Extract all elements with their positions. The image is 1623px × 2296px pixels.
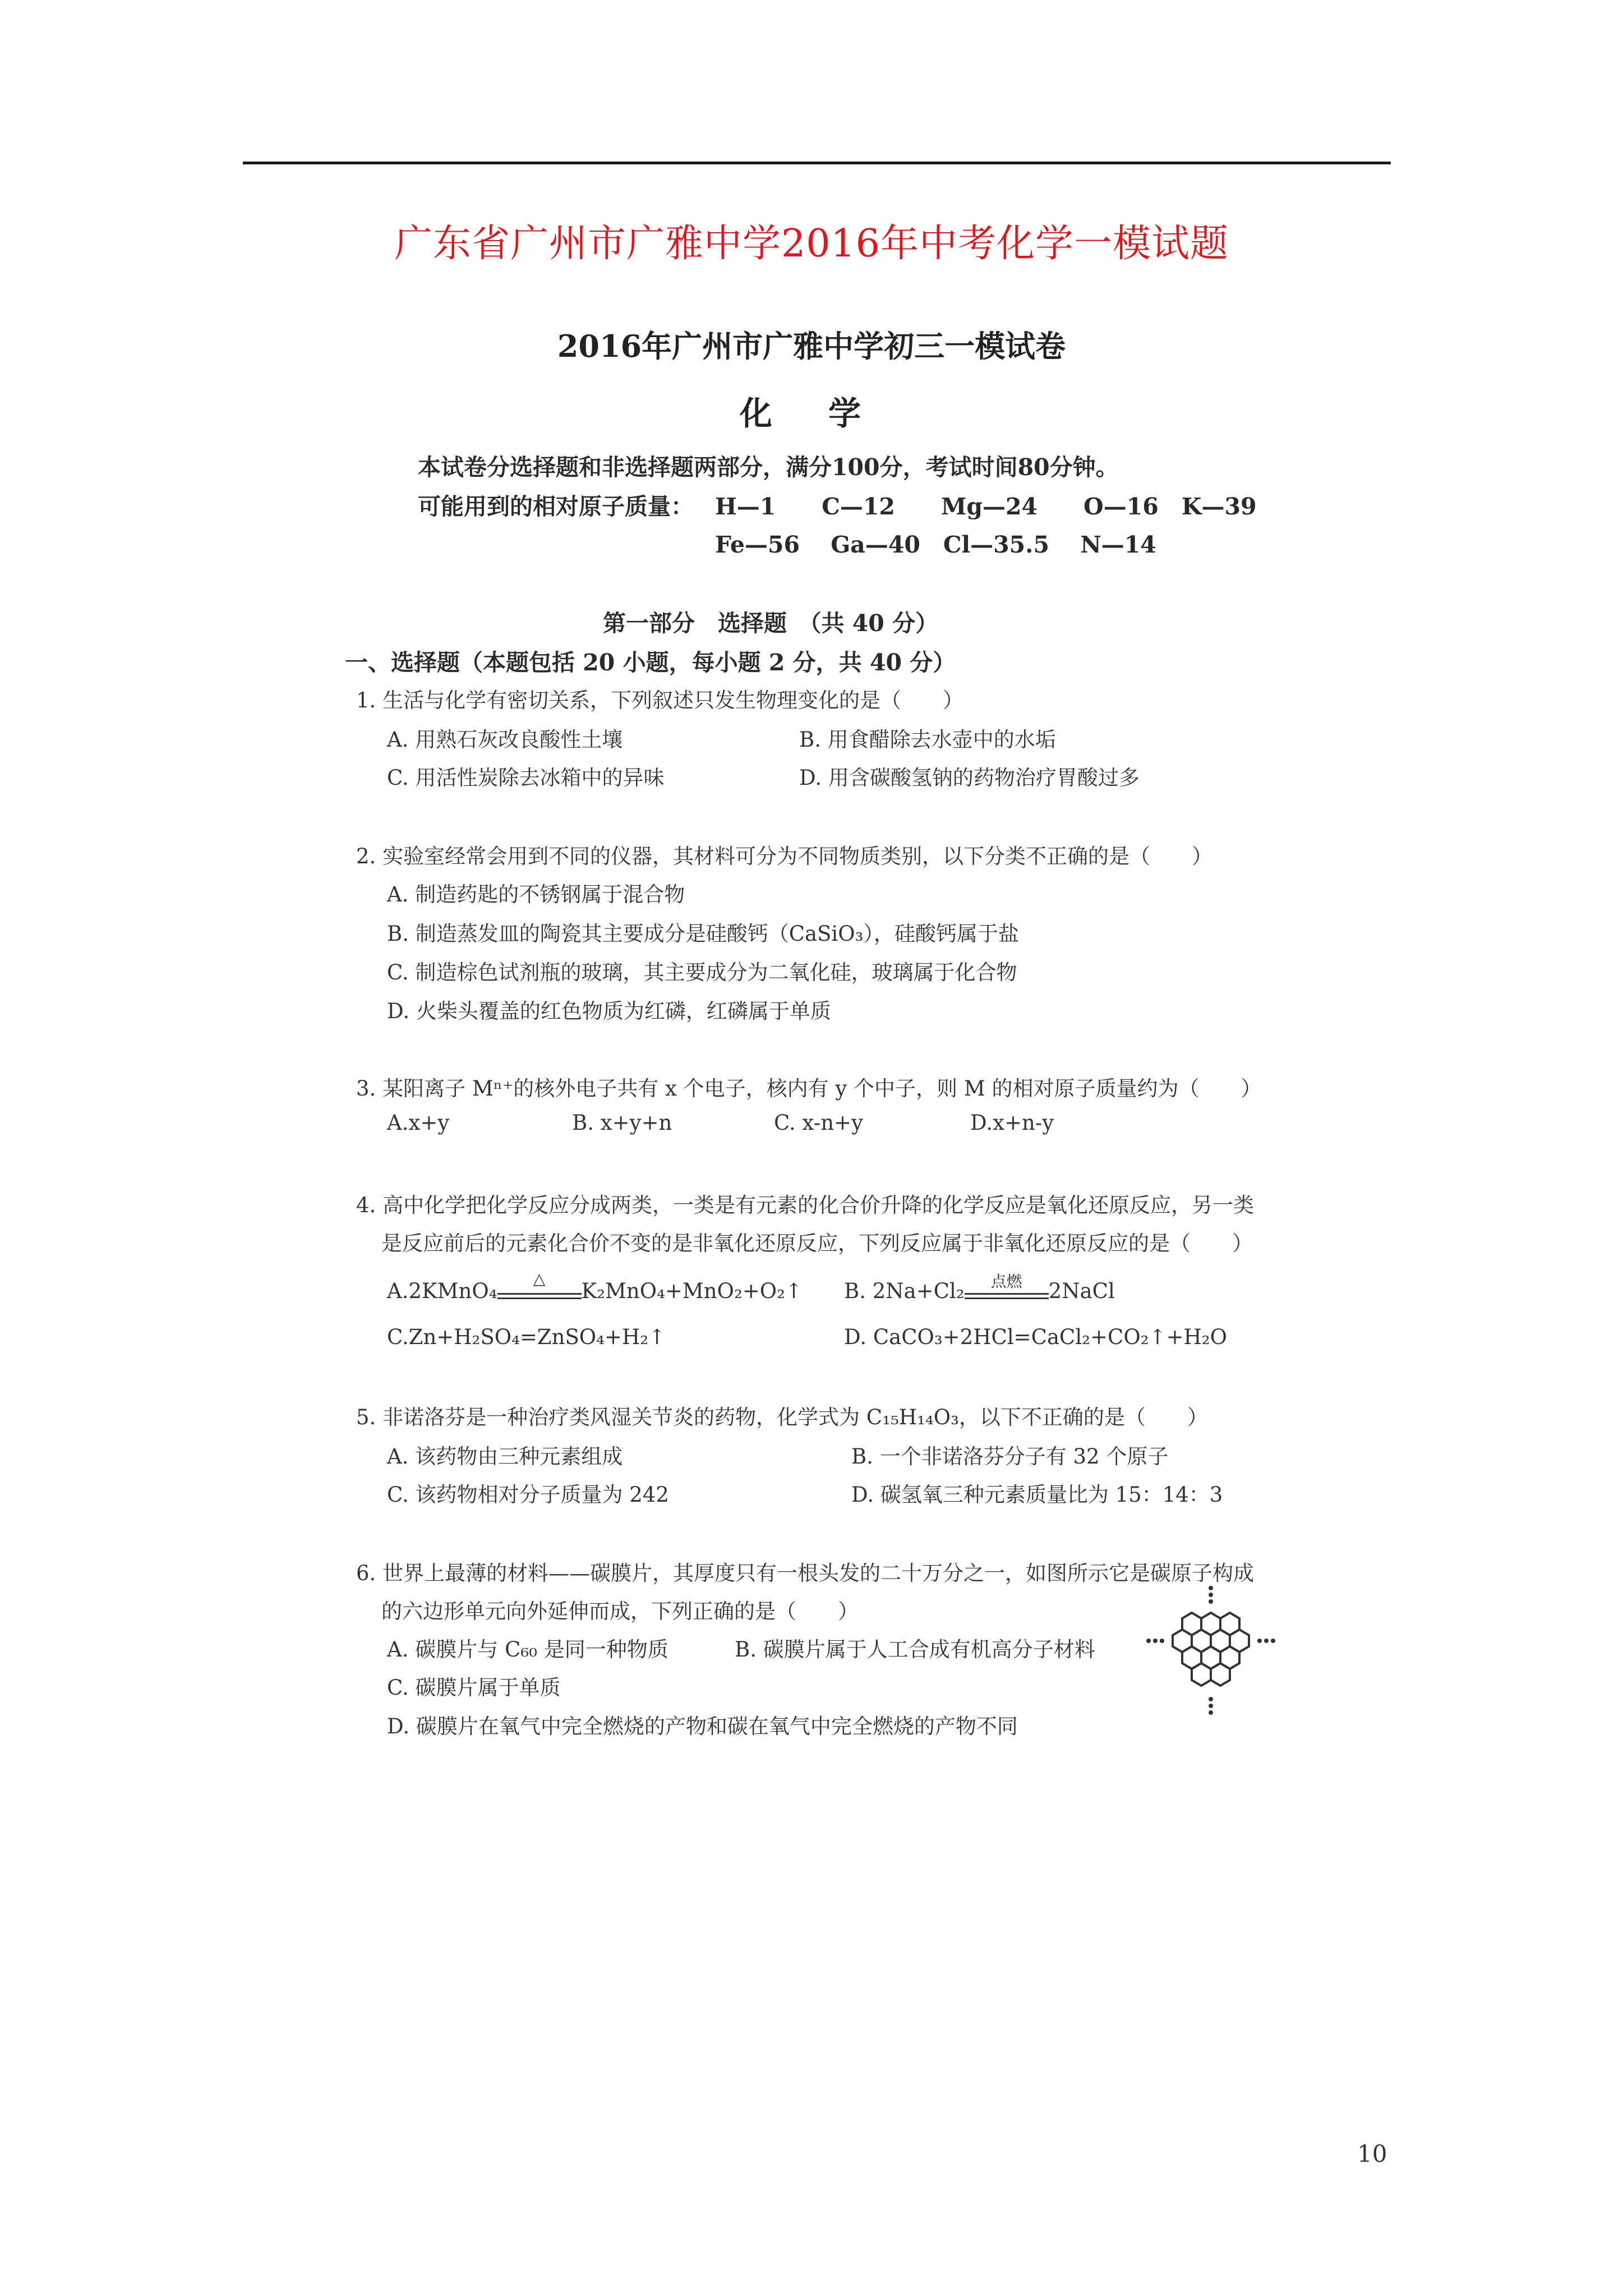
q5-stem: 5. 非诺洛芬是一种治疗类风湿关节炎的药物，化学式为 C₁₅H₁₄O₃，以下不正确的是（ ） [356, 1405, 1208, 1429]
heating-condition: △ [533, 1269, 546, 1288]
q4-stem-line-2: 是反应前后的元素化合价不变的是非氧化还原反应，下列反应属于非氧化还原反应的是（ ） [381, 1231, 1253, 1255]
q1-option-a: A. 用熟石灰改良酸性土壤 [387, 728, 623, 752]
q4-option-c: C.Zn+H₂SO₄=ZnSO₄+H₂↑ [387, 1325, 666, 1349]
exam-intro: 本试卷分选择题和非选择题两部分，满分100分，考试时间80分钟。 [418, 454, 1119, 481]
q6-option-c: C. 碳膜片属于单质 [387, 1676, 561, 1700]
q6-option-d: D. 碳膜片在氧气中完全燃烧的产物和碳在氧气中完全燃烧的产物不同 [387, 1714, 1018, 1738]
atomic-mass-row-2: Fe—56 Ga—40 Cl—35.5 N—14 [715, 531, 1156, 558]
q3-option-b: B. x+y+n [572, 1111, 672, 1135]
q4-option-a [387, 1269, 803, 1304]
part-one-title: 第一部分 选择题 （共 40 分） [603, 610, 939, 637]
page-number: 10 [1357, 2140, 1387, 2168]
q2-option-c: C. 制造棕色试剂瓶的玻璃，其主要成分为二氧化硅，玻璃属于化合物 [387, 960, 1017, 984]
q5-option-c: C. 该药物相对分子质量为 242 [387, 1483, 669, 1507]
q4-a-reactant: A.2KMnO₄ [387, 1279, 497, 1303]
q4-a-products: K₂MnO₄+MnO₂+O₂↑ [581, 1279, 803, 1303]
q1-option-c: C. 用活性炭除去冰箱中的异味 [387, 766, 665, 790]
exam-title: 2016年广州市广雅中学初三一模试卷 [557, 328, 1066, 364]
q6-stem-line-1: 6. 世界上最薄的材料——碳膜片，其厚度只有一根头发的二十万分之一，如图所示它是碳原子构成 [356, 1561, 1255, 1585]
atomic-mass-row-1: H—1 C—12 Mg—24 O—16 K—39 [715, 493, 1257, 520]
q4-option-d: D. CaCO₃+2HCl=CaCl₂+CO₂↑+H₂O [844, 1325, 1227, 1349]
q3-option-d: D.x+n-y [970, 1111, 1054, 1135]
reaction-condition-equals-sign [965, 1272, 1049, 1304]
atomic-mass-label: 可能用到的相对原子质量： [418, 493, 694, 520]
q1-option-d: D. 用含碳酸氢钠的药物治疗胃酸过多 [799, 766, 1140, 790]
q6-stem-line-2: 的六边形单元向外延伸而成，下列正确的是（ ） [381, 1599, 859, 1623]
header-rule [243, 162, 1391, 164]
q5-option-d: D. 碳氢氧三种元素质量比为 15：14：3 [851, 1483, 1223, 1507]
q6-option-b: B. 碳膜片属于人工合成有机高分子材料 [735, 1637, 1095, 1662]
graphene-hexagon-figure [1138, 1585, 1295, 1742]
q3-option-c: C. x-n+y [774, 1111, 863, 1135]
q3-stem: 3. 某阳离子 Mⁿ⁺的核外电子共有 x 个电子，核内有 y 个中子，则 M 的相对原子质量约为（ ） [356, 1076, 1262, 1101]
section-one-title: 一、选择题（本题包括 20 小题，每小题 2 分，共 40 分） [345, 649, 956, 676]
q2-option-b: B. 制造蒸发皿的陶瓷其主要成分是硅酸钙（CaSiO₃），硅酸钙属于盐 [387, 922, 1019, 946]
ignition-condition: 点燃 [990, 1272, 1022, 1291]
q4-b-product: 2NaCl [1048, 1279, 1115, 1303]
q6-option-a: A. 碳膜片与 C₆₀ 是同一种物质 [387, 1637, 668, 1662]
q5-option-b: B. 一个非诺洛芬分子有 32 个原子 [851, 1444, 1169, 1469]
q4-option-b [844, 1272, 1115, 1304]
q2-option-d: D. 火柴头覆盖的红色物质为红磷，红磷属于单质 [387, 999, 831, 1023]
q1-option-b: B. 用食醋除去水壶中的水垢 [799, 728, 1056, 752]
q4-stem-line-1: 4. 高中化学把化学反应分成两类，一类是有元素的化合价升降的化学反应是氧化还原反应，另一类 [356, 1193, 1255, 1217]
subject-title: 化 学 [739, 394, 884, 432]
q2-option-a: A. 制造药匙的不锈钢属于混合物 [387, 882, 685, 907]
q3-option-a: A.x+y [387, 1111, 450, 1135]
reaction-condition-equals-sign [497, 1269, 582, 1304]
q4-b-reactants: B. 2Na+Cl₂ [844, 1279, 965, 1303]
q2-stem: 2. 实验室经常会用到不同的仪器，其材料可分为不同物质类别，以下分类不正确的是（ ） [356, 844, 1213, 868]
q1-stem: 1. 生活与化学有密切关系，下列叙述只发生物理变化的是（ ） [356, 688, 964, 712]
document-title: 广东省广州市广雅中学2016年中考化学一模试题 [394, 222, 1229, 266]
q5-option-a: A. 该药物由三种元素组成 [387, 1444, 623, 1469]
